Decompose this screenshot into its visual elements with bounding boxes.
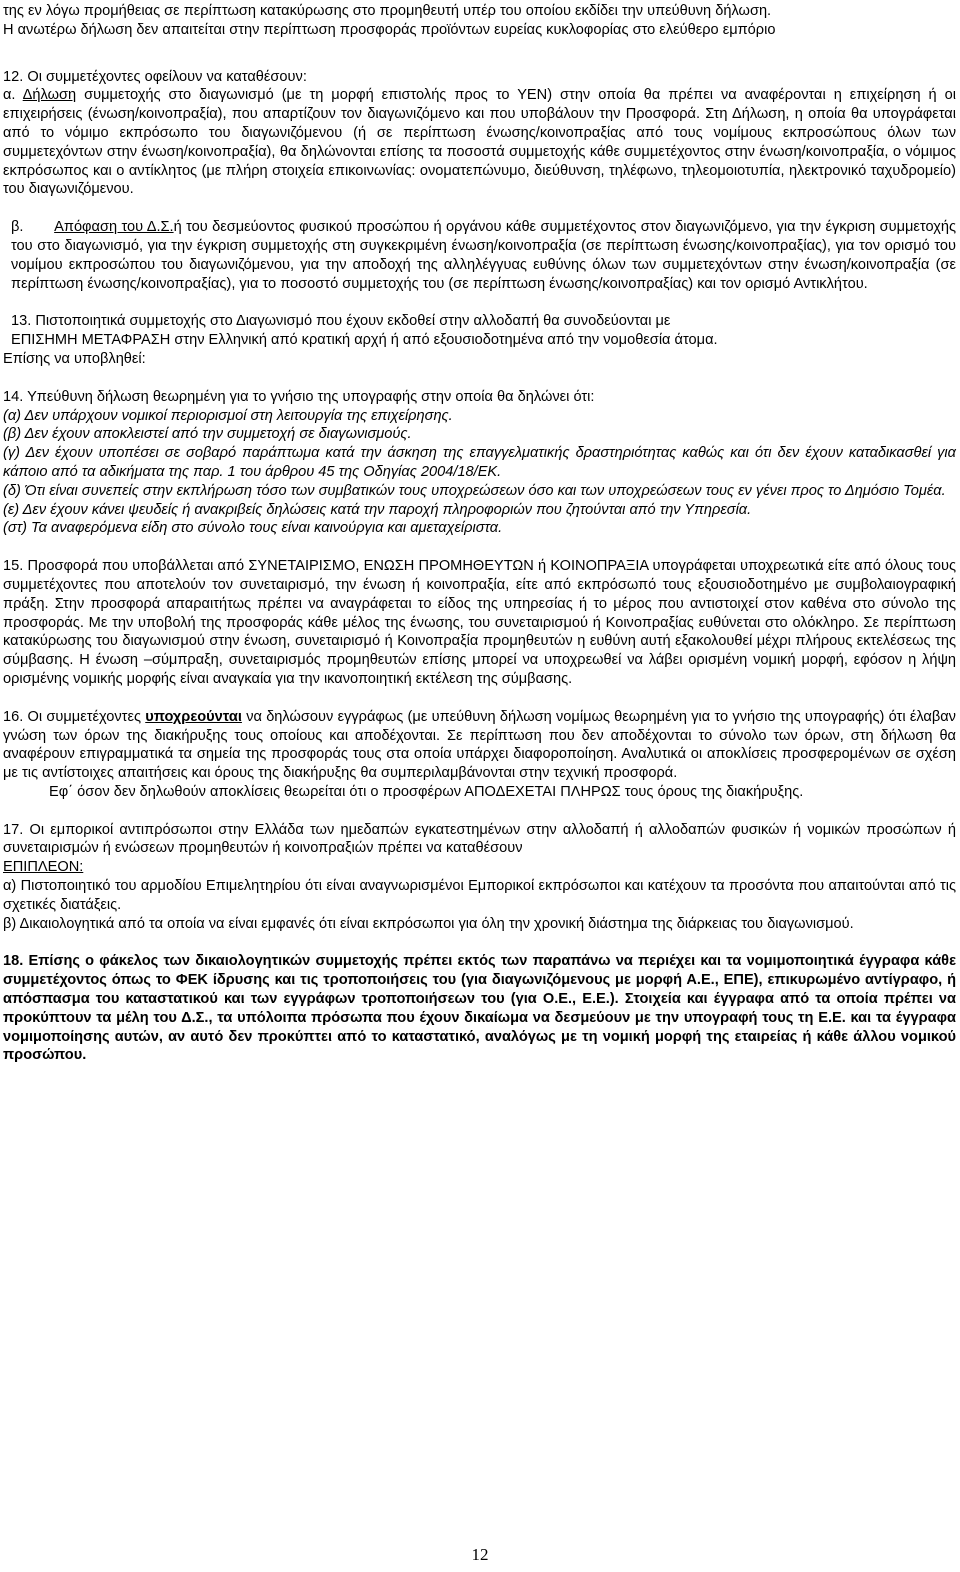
section-14-item-c: (γ) Δεν έχουν υποπέσει σε σοβαρό παράπτωμα κατά την άσκηση της επαγγελματικής δραστηριότητας καθώς και ότι δεν έχουν καταδικασθεί για κάποιο από τα αδικήματα της παρ. 1 του άρθρου 45 της Οδηγίας 2004/18/ΕΚ. <box>3 445 956 480</box>
spacer <box>3 293 956 312</box>
item-text: συμμετοχής στο διαγωνισμό (με τη μορφή επιστολής προς το ΥΕΝ) στην οποία θα πρέπει να αναφέρονται η επιχείρηση ή οι επιχειρήσεις (ένωση/κοινοπραξία), που απαρτίζουν τον διαγωνιζόμενο και που υποβάλουν την Προσφορά. Στη Δήλωση, η οποία θα υπογράφεται από το νόμιμο εκπρόσωπο του διαγωνιζόμενου (ή σε περίπτωση ένωσης/κοινοπραξίας από τους νομίμους εκπροσώπους όλων των συμμετεχόντων στην ένωση/κοινοπραξία), θα δηλώνονται επίσης τα ποσοστά συμμετοχής κάθε συμμετέχοντος στην ένωση/κοινοπραξία, ο νόμιμος εκπρόσωπος και ο αντίκλητος (με πλήρη στοιχεία επικοινωνίας: ονοματεπώνυμο, διεύθυνση, τηλέφωνο, τηλεομοιοτυπία, ηλεκτρονικό ταχυδρομείο) του διαγωνιζόμενου. <box>3 87 956 198</box>
section-16-body: να δηλώσουν εγγράφως (με υπεύθυνη δήλωση νομίμως θεωρημένη για το γνήσιο της υπογραφής) ότι έλαβαν γνώση των όρων της διακήρυξης τους οποίους και αποδέχονται. Σε περίπτωση που δεν αποδέχονται το σύνολο των όρων, στη δήλωση θα αναφέρουν επιγραμματικά τα σημεία της προσφοράς τους στα οποία υπάρχει διαφοροποίηση. Αναλυτικά οι αποκλίσεις προσφερομένων σε σχέση με τις αντίστοιχες απαιτήσεις και όρους της διακήρυξης θα συμπεριλαμβάνονται στην τεχνική προσφορά. <box>3 708 956 782</box>
section-14-item-e: (ε) Δεν έχουν κάνει ψευδείς ή ανακριβείς δηλώσεις κατά την παροχή πληροφοριών που ζητούνται από την Υπηρεσία. <box>3 501 752 518</box>
intro-note: Η ανωτέρω δήλωση δεν απαιτείται στην περίπτωση προσφοράς προϊόντων ευρείας κυκλοφορίας στο ελεύθερο εμπόριο <box>3 21 776 38</box>
section-13-line3: Επίσης να υποβληθεί: <box>3 350 146 367</box>
underlined-term: Δήλωση <box>22 87 77 104</box>
section-14-item-f: (στ) Τα αναφερόμενα είδη στο σύνολο τους είναι καινούργια και αμεταχείριστα. <box>3 520 503 537</box>
section-16-text <box>3 708 956 783</box>
section-13-line2: ΕΠΙΣΗΜΗ ΜΕΤΑΦΡΑΣΗ στην Ελληνική από κρατική αρχή ή από εξουσιοδοτημένα από την νομοθεσία άτομα. <box>11 332 718 349</box>
item-label: α. <box>3 87 23 104</box>
spacer <box>3 59 956 68</box>
item-label: β. <box>11 219 24 236</box>
section-17-text: 17. Οι εμπορικοί αντιπρόσωποι στην Ελλάδα των ημεδαπών εγκατεστημένων στην αλλοδαπή ή αλλοδαπών φυσικών ή νομικών προσώπων ή συνεταιρισμών ή ενώσεων προμηθευτών ή κοινοπραξιών πρέπει να καταθέσουν <box>3 821 956 857</box>
spacer <box>3 369 956 388</box>
spacer <box>3 40 956 59</box>
section-12-heading: 12. Οι συμμετέχοντες οφείλουν να καταθέσουν: <box>3 68 307 85</box>
section-14-heading: 14. Υπεύθυνη δήλωση θεωρημένη για το γνήσιο της υπογραφής στην οποία θα δηλώνει ότι: <box>3 388 595 405</box>
spacer <box>3 199 956 218</box>
emphasis-term: υποχρεούνται <box>145 708 242 725</box>
item-text: ή του δεσμεύοντος φυσικού προσώπου ή οργάνου κάθε συμμετέχοντος στον διαγωνιζόμενο, για την έγκριση συμμετοχής του στο διαγωνισμό, για την έγκριση συμμετοχής στη συγκεκριμένη ένωση/κοινοπραξία (σε περίπτωση ένωσης/κοινοπραξίας), για τον ορισμό του νομίμου εκπροσώπου του διαγωνιζόμενου, για την αποδοχή της αλληλέγγυας ευθύνης όλων των συμμετεχόντων στην ένωση/κοινοπραξία (σε περίπτωση ένωσης/κοινοπραξίας), για το ποσοστό συμμετοχής του (σε περίπτωση ένωσης/κοινοπραξίας) και τον ορισμό Αντικλήτου. <box>11 219 957 292</box>
spacer <box>3 689 956 708</box>
section-18-text: 18. Επίσης ο φάκελος των δικαιολογητικών συμμετοχής πρέπει εκτός των παραπάνω να περιέχει και τα νομιμοποιητικά έγγραφα κάθε συμμετέχοντος όπως το ΦΕΚ ίδρυσης και τις τροποποιήσεις του (για διαγωνιζόμενους με μορφή Α.Ε., ΕΠΕ), επικυρωμένο αντίγραφο, ή απόσπασμα του καταστατικού και των εγγράφων τροποποιήσεων του (για Ο.Ε., Ε.Ε.). Στοιχεία και έγγραφα από τα οποία πρέπει να προκύπτουν τα μέλη του Δ.Σ., τα υπόλοιπα πρόσωπα που έχουν δικαίωμα να δεσμεύουν με την υπογραφή τους τη Ε.Ε. και τα έγγραφα νομιμοποίησης αυτών, αν αυτό δεν προκύπτει από το καταστατικό, αναλόγως με τη νομική μορφή της εταιρείας ή κάθε άλλου νομικού προσώπου. <box>3 953 956 1064</box>
section-17-item-b: β) Δικαιολογητικά από τα οποία να είναι εμφανές ότι είναι εκπρόσωποι για όλη την χρονική διάστημα της διάρκειας του διαγωνισμού. <box>3 915 854 932</box>
section-15-text: 15. Προσφορά που υποβάλλεται από ΣΥΝΕΤΑΙΡΙΣΜΟ, ΕΝΩΣΗ ΠΡΟΜΗΘΕΥΤΩΝ ή ΚΟΙΝΟΠΡΑΞΙΑ υπογράφεται υποχρεωτικά είτε από όλους τους συμμετέχοντες που αποτελούν τον συνεταιρισμό, την ένωση ή κοινοπραξία, είτε από εκπρόσωπό τους εξουσιοδοτημένο με συμβολαιογραφική πράξη. Στην προσφορά απαραιτήτως πρέπει να αναγράφεται το είδος της υπηρεσίας ή το μέρος που αντιστοιχεί στον καθένα στο σύνολο της προσφοράς. Με την υποβολή της προσφοράς κάθε μέλος της ένωσης, του συνεταιρισμού ή Κοινοπραξίας ευθύνεται στο ολόκληρο. Σε περίπτωση κατακύρωσης του διαγωνισμού στην ένωση, συνεταιρισμό ή Κοινοπραξία προμηθευτών η ευθύνη αυτή εξακολουθεί μέχρι πλήρους εκτελέσεως της σύμβασης. Η ένωση –σύμπραξη, συνεταιρισμός προμηθευτών επίσης μπορεί να υποχρεωθεί να λάβει ορισμένη νομική μορφή, εφόσον η λήψη ορισμένης νομικής μορφής είναι αναγκαία για την ικανοποιητική εκτέλεση της σύμβασης. <box>3 558 956 687</box>
underlined-term: Απόφαση του Δ.Σ. <box>54 219 174 236</box>
section-12-item-a <box>3 86 956 199</box>
section-16-prefix: 16. Οι συμμετέχοντες <box>3 708 146 725</box>
section-14-item-d: (δ) Ότι είναι συνεπείς στην εκπλήρωση τόσο των συμβατικών τους υποχρεώσεων όσο και των υποχρεώσεων τους εν γένει προς το Δημόσιο Τομέα. <box>3 482 946 499</box>
spacer <box>3 802 956 821</box>
section-16-line2: Εφ΄ όσον δεν δηλωθούν αποκλίσεις θεωρείται ότι ο προσφέρων ΑΠΟΔΕΧΕΤΑΙ ΠΛΗΡΩΣ τους όρους της διακήρυξης. <box>49 783 804 800</box>
section-17-underlined: ΕΠΙΠΛΕΟΝ: <box>3 859 84 876</box>
intro-continuation: της εν λόγω προμήθειας σε περίπτωση κατακύρωσης στο προμηθευτή υπέρ του οποίου εκδίδει την υπεύθυνη δήλωση. <box>3 3 772 19</box>
spacer <box>3 538 956 557</box>
page-number: 12 <box>471 1545 489 1564</box>
section-13-line1: 13. Πιστοποιητικά συμμετοχής στο Διαγωνισμό που έχουν εκδοθεί στην αλλοδαπή θα συνοδεύονται με <box>11 313 671 330</box>
section-14-item-a: (α) Δεν υπάρχουν νομικοί περιορισμοί στη λειτουργία της επιχείρησης. <box>3 407 453 424</box>
section-12-item-b <box>3 218 956 293</box>
section-14-item-b: (β) Δεν έχουν αποκλειστεί από την συμμετοχή σε διαγωνισμούς. <box>3 426 412 443</box>
section-17-item-a: α) Πιστοποιητικό του αρμοδίου Επιμελητηρίου ότι είναι αναγνωρισμένοι Εμπορικοί εκπρόσωποι και κατέχουν τα προσόντα που απαιτούνται από τις σχετικές διατάξεις. <box>3 878 956 913</box>
spacer <box>3 933 956 952</box>
